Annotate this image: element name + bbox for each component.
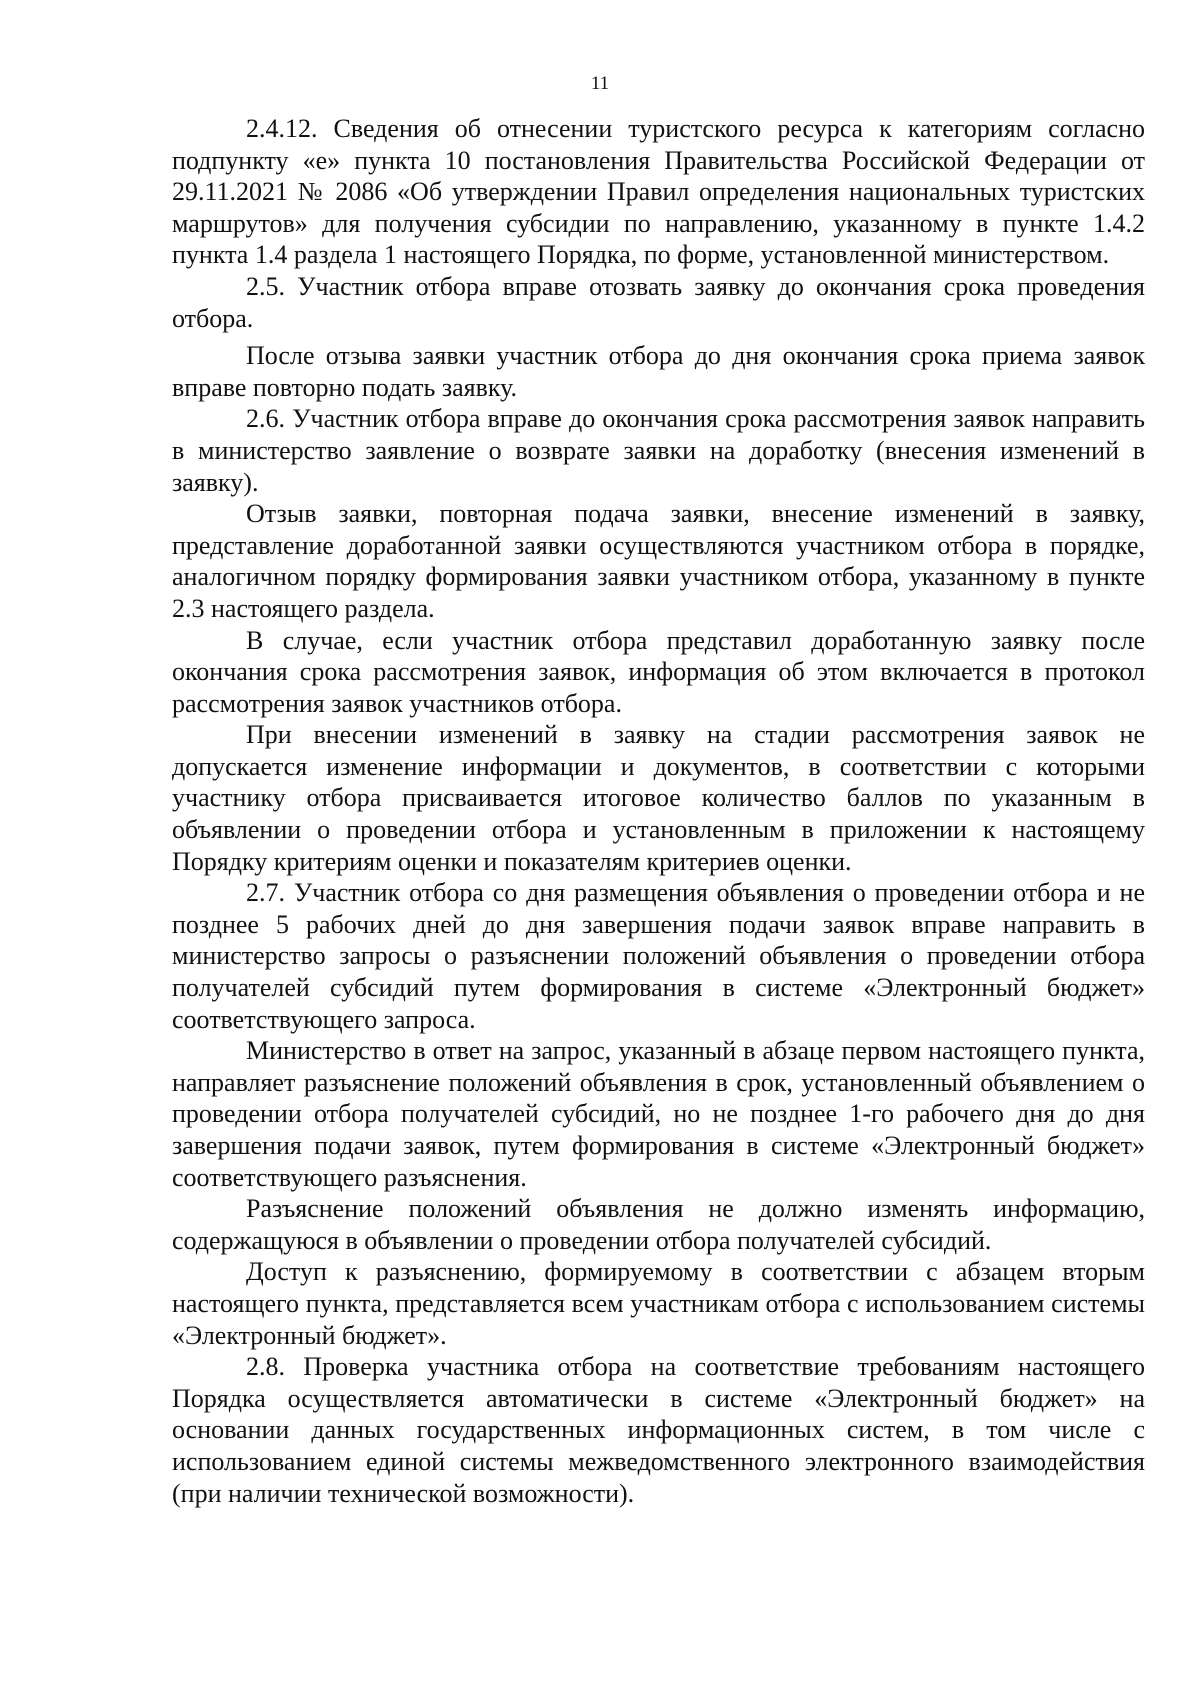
document-body: [172, 113, 1145, 1509]
paragraph-2-5: 2.5. Участник отбора вправе отозвать заявку до окончания срока проведения отбора.: [172, 271, 1145, 333]
page-number: 11: [590, 73, 610, 94]
paragraph-clarification-limits: Разъяснение положений объявления не должно изменять информацию, содержащуюся в объявлении о проведении отбора получателей субсидий.: [172, 1194, 1145, 1255]
paragraph-2-8: 2.8. Проверка участника отбора на соответствие требованиям настоящего Порядка осуществляется автоматически в системе «Электронный бюджет» на основании данных государственных информационных систем, в том числе с использованием единой системы межведомственного электронного взаимодействия (при наличии технической возможности).: [172, 1352, 1145, 1508]
paragraph-clarification-access: Доступ к разъяснению, формируемому в соответствии с абзацем вторым настоящего пункта, представляется всем участникам отбора с использованием системы «Электронный бюджет».: [172, 1257, 1145, 1350]
paragraph-2-6: 2.6. Участник отбора вправе до окончания срока рассмотрения заявок направить в министерство заявление о возврате заявки на доработку (внесения изменений в заявку).: [172, 404, 1145, 497]
paragraph-revision-procedure: Отзыв заявки, повторная подача заявки, внесение изменений в заявку, представление доработанной заявки осуществляются участником отбора в порядке, аналогичном порядку формирования заявки участником отбора, указанному в пункте 2.3 настоящего раздела.: [172, 499, 1145, 623]
paragraph-2-4-12: 2.4.12. Сведения об отнесении туристского ресурса к категориям согласно подпункту «е» пункта 10 постановления Правительства Российской Федерации от 29.11.2021 № 2086 «Об утверждении Правил определения национальных туристских маршрутов» для получения субсидии по направлению, указанному в пункте 1.4.2 пункта 1.4 раздела 1 настоящего Порядка, по форме, установленной министерством.: [172, 114, 1145, 270]
paragraph-ministry-response: Министерство в ответ на запрос, указанный в абзаце первом настоящего пункта, направляет разъяснение положений объявления в срок, установленный объявлением о проведении отбора получателей субсидий, но не позднее 1-го рабочего дня до дня завершения подачи заявок, путем формирования в системе «Электронный бюджет» соответствующего разъяснения.: [172, 1036, 1145, 1192]
paragraph-2-7: 2.7. Участник отбора со дня размещения объявления о проведении отбора и не позднее 5 рабочих дней до дня завершения подачи заявок вправе направить в министерство запросы о разъяснении положений объявления о проведении отбора получателей субсидий путем формирования в системе «Электронный бюджет» соответствующего запроса.: [172, 878, 1145, 1034]
paragraph-withdrawal-resubmit: После отзыва заявки участник отбора до дня окончания срока приема заявок вправе повторно подать заявку.: [172, 341, 1145, 402]
paragraph-late-revision: В случае, если участник отбора представил доработанную заявку после окончания срока рассмотрения заявок, информация об этом включается в протокол рассмотрения заявок участников отбора.: [172, 625, 1145, 718]
paragraph-change-restrictions: При внесении изменений в заявку на стадии рассмотрения заявок не допускается изменение информации и документов, в соответствии с которыми участнику отбора присваивается итоговое количество баллов по указанным в объявлении о проведении отбора и установленным в приложении к настоящему Порядку критериям оценки и показателям критериев оценки.: [172, 720, 1145, 876]
